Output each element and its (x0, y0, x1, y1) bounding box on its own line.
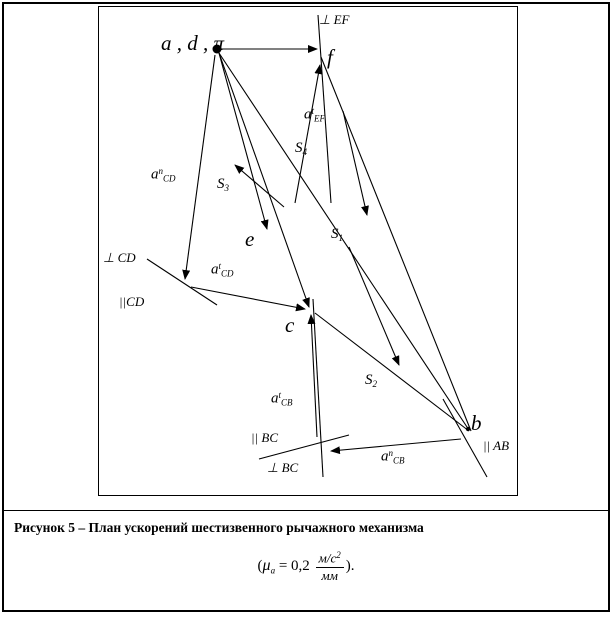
mu-subscript: a (270, 565, 276, 576)
caption-divider (4, 510, 608, 511)
point-b (466, 427, 470, 431)
label-pole: a , d , π (161, 31, 225, 55)
label-c: c (285, 313, 295, 337)
a-t-EF-sub: EF (314, 113, 326, 124)
S3-base: S (217, 176, 225, 192)
fraction-numerator (316, 550, 344, 568)
vector-a-t-CB (311, 315, 317, 437)
label-a-t-CB (271, 391, 293, 408)
a-n-CD-sup: n (158, 166, 163, 176)
a-t-CD-sup: t (218, 261, 222, 271)
label-S3 (217, 177, 229, 193)
a-t-EF-base: a (304, 106, 312, 123)
label-perp-EF: ⊥ EF (319, 12, 350, 27)
mu-symbol: μ (262, 557, 271, 575)
acceleration-plan-drawing (99, 7, 517, 495)
S2-base: S (365, 372, 373, 388)
formula-equals: = 0,2 (278, 558, 310, 575)
formula-close-paren: ). (345, 558, 355, 575)
line-c-to-b (315, 313, 469, 431)
a-t-EF-sup: t (311, 106, 315, 116)
numerator-units: м/с (318, 550, 337, 566)
label-S1 (331, 227, 343, 243)
formula-open-paren: ( (257, 558, 263, 575)
label-parallel-BC: || BC (251, 430, 279, 445)
label-parallel-AB: || AB (483, 438, 510, 453)
a-n-CB-base: a (381, 448, 389, 465)
vector-a-t-EF (295, 65, 320, 203)
label-a-t-EF (304, 107, 325, 124)
a-n-CD-sub: CD (163, 173, 176, 184)
a-t-CB-base: a (271, 390, 279, 407)
a-t-CD-base: a (211, 261, 219, 278)
vector-S2 (349, 247, 399, 365)
label-perp-BC: ⊥ BC (267, 460, 299, 475)
figure-caption-block (8, 520, 604, 584)
line-perp-CD (147, 259, 217, 305)
S1-base: S (331, 226, 339, 242)
a-t-CB-sub: CB (281, 397, 293, 408)
S3-sub: 3 (224, 183, 229, 194)
a-n-CB-sub: CB (393, 455, 405, 466)
label-f: f (327, 45, 333, 69)
label-S2 (365, 373, 377, 389)
a-t-CB-sup: t (278, 390, 282, 400)
label-parallel-CD: ||CD (119, 294, 145, 309)
scale-formula (8, 550, 604, 584)
fraction-denominator: мм (321, 567, 338, 583)
label-e: e (245, 227, 255, 251)
label-perp-CD: ⊥ CD (103, 250, 136, 265)
label-a-n-CD (151, 167, 176, 184)
formula-fraction (316, 550, 344, 584)
vector-pole-to-e (219, 53, 267, 229)
S2-sub: 2 (372, 379, 377, 390)
label-a-t-CD (211, 262, 234, 279)
diagram-canvas (98, 6, 518, 496)
S4-sub: 4 (302, 147, 307, 158)
a-n-CB-sup: n (388, 448, 393, 458)
label-S4 (295, 141, 307, 157)
S1-sub: 1 (338, 233, 343, 244)
vector-a-n-CD (185, 55, 215, 279)
S4-base: S (295, 140, 303, 156)
label-b: b (471, 411, 482, 435)
a-n-CD-base: a (151, 166, 159, 183)
line-pole-to-b (219, 53, 467, 427)
figure-caption: Рисунок 5 – План ускорений шестизвенного рычажного механизма (14, 520, 424, 535)
label-a-n-CB (381, 449, 405, 466)
vector-a-t-CD (191, 287, 305, 309)
a-t-CD-sub: CD (221, 268, 234, 279)
numerator-exponent: 2 (336, 550, 341, 560)
